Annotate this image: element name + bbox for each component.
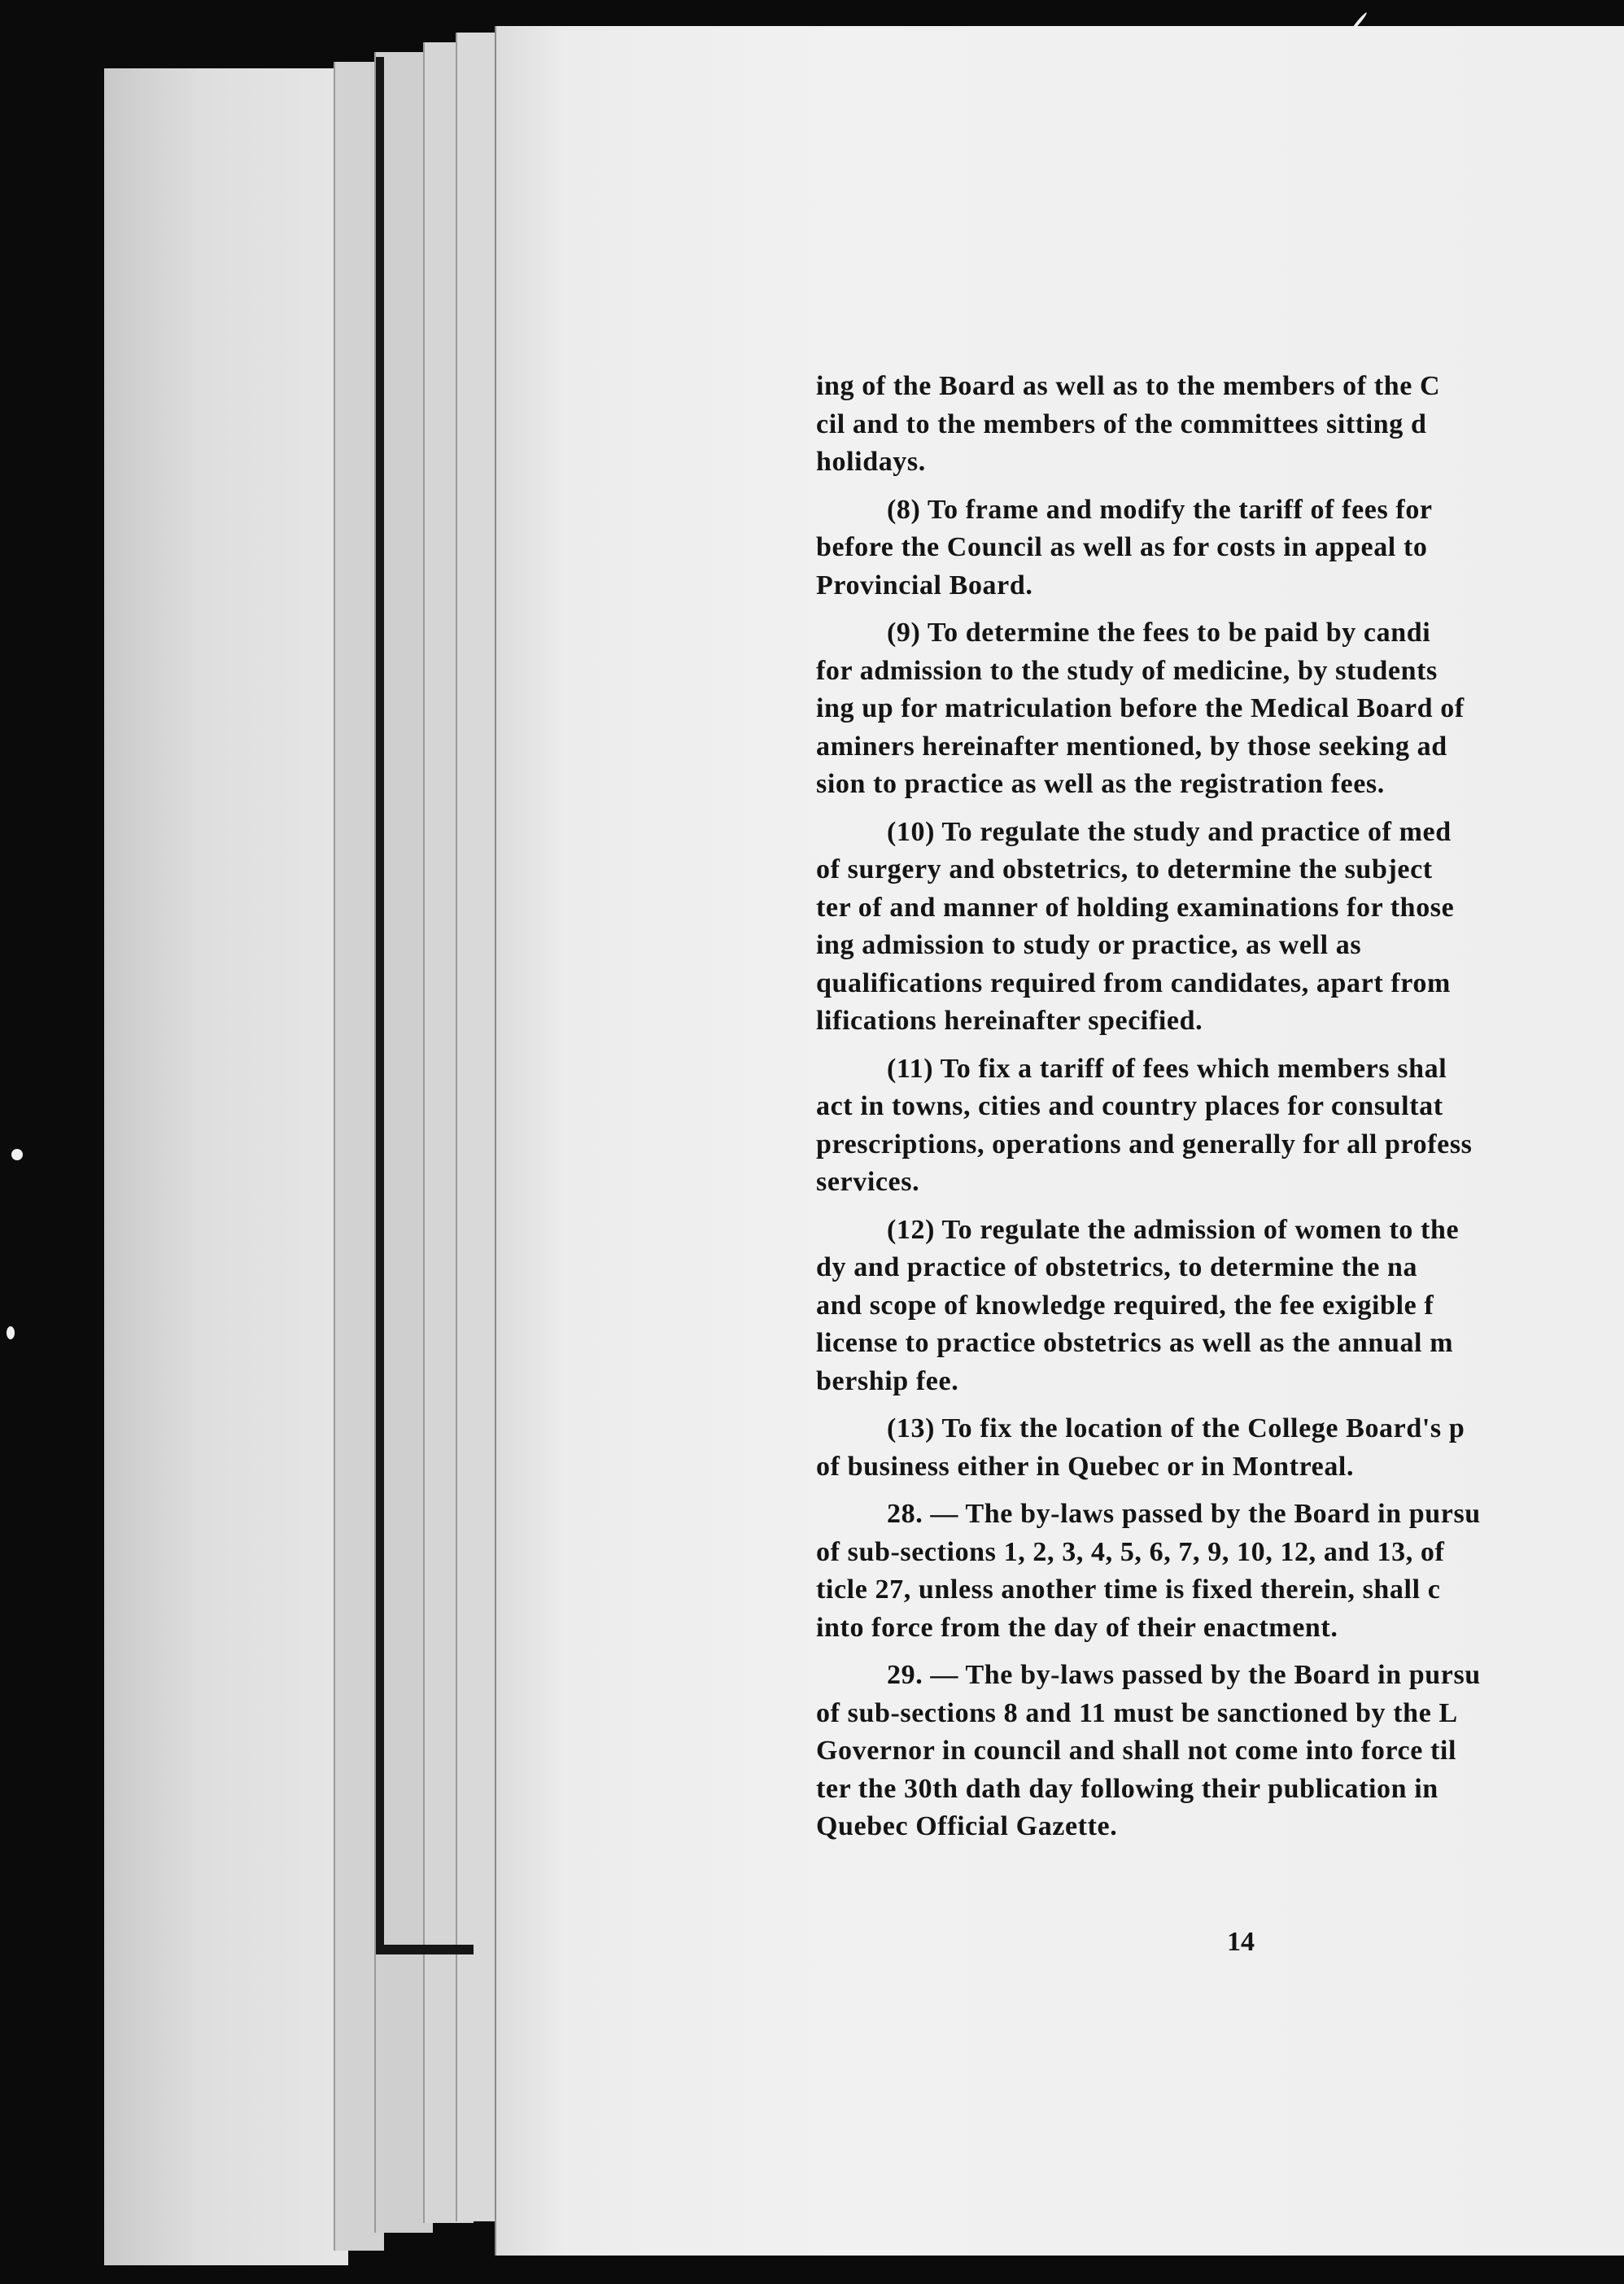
text-line: ticle 27, unless another time is fixed therein, shall c (816, 1574, 1441, 1605)
paragraph-subsection-9 (816, 614, 1624, 804)
left-blank-page (104, 68, 348, 2265)
text-line: ter of and manner of holding examinations for those (816, 892, 1455, 923)
text-line: (8) To frame and modify the tariff of fees for (887, 494, 1433, 525)
text-line: of surgery and obstetrics, to determine the subject (816, 854, 1433, 884)
text-line: license to practice obstetrics as well as the annual m (816, 1328, 1454, 1358)
text-line: of sub-sections 1, 2, 3, 4, 5, 6, 7, 9, 10, 12, and 13, of (816, 1536, 1445, 1567)
text-line: of sub-sections 8 and 11 must be sanctioned by the L (816, 1697, 1458, 1728)
text-line: (9) To determine the fees to be paid by candi (887, 618, 1431, 648)
paragraph-article-29 (816, 1657, 1624, 1846)
text-line: sion to practice as well as the registration fees. (816, 769, 1385, 799)
text-line: (11) To fix a tariff of fees which members shal (887, 1053, 1447, 1084)
text-line: (12) To regulate the admission of women to the (887, 1214, 1460, 1245)
text-line: Quebec Official Gazette. (816, 1811, 1118, 1841)
text-line: 28. — The by-laws passed by the Board in pursu (887, 1499, 1481, 1529)
text-line: aminers hereinafter mentioned, by those seeking ad (816, 731, 1447, 762)
text-line: prescriptions, operations and generally for all profess (816, 1129, 1473, 1159)
text-line: before the Council as well as for costs in appeal to (816, 532, 1428, 562)
text-line: (10) To regulate the study and practice of med (887, 816, 1452, 847)
text-line: act in towns, cities and country places for consultat (816, 1091, 1443, 1121)
text-line: and scope of knowledge required, the fee exigible f (816, 1290, 1434, 1321)
text-line: Governor in council and shall not come into force til (816, 1736, 1457, 1766)
book-spine-foot (376, 1945, 474, 1954)
dust-speck (11, 1149, 23, 1160)
text-line: of business either in Quebec or in Montreal. (816, 1451, 1355, 1482)
page-number: 14 (1227, 1927, 1255, 1957)
text-line: Provincial Board. (816, 570, 1033, 600)
text-line: ing of the Board as well as to the members of the C (816, 371, 1441, 401)
dust-speck (7, 1326, 15, 1339)
text-line: cil and to the members of the committees sitting d (816, 408, 1427, 439)
text-line: into force from the day of their enactment. (816, 1612, 1338, 1643)
text-line: ter the 30th dath day following their publication in (816, 1773, 1438, 1804)
text-line: 29. — The by-laws passed by the Board in pursu (887, 1660, 1481, 1690)
paragraph-article-28 (816, 1496, 1624, 1647)
text-line: bership fee. (816, 1365, 959, 1396)
text-line: lifications hereinafter specified. (816, 1006, 1203, 1036)
paragraph-subsection-8 (816, 491, 1624, 605)
text-line: ing admission to study or practice, as well as (816, 930, 1362, 960)
book-spine (376, 57, 384, 1953)
paragraph-subsection-13 (816, 1410, 1624, 1486)
text-line: holidays. (816, 447, 926, 477)
text-line: (13) To fix the location of the College Board's p (887, 1413, 1465, 1443)
paragraph-subsection-10 (816, 814, 1624, 1041)
paragraph-subsection-11 (816, 1050, 1624, 1202)
page-text-block (816, 368, 1624, 1846)
text-line: qualifications required from candidates, apart from (816, 967, 1451, 998)
text-line: dy and practice of obstetrics, to determine the na (816, 1252, 1418, 1282)
text-line: for admission to the study of medicine, by students (816, 655, 1438, 686)
text-line: services. (816, 1167, 920, 1197)
paragraph-subsection-12 (816, 1212, 1624, 1401)
paragraph-continuation (816, 368, 1624, 482)
text-line: ing up for matriculation before the Medical Board of (816, 693, 1465, 723)
